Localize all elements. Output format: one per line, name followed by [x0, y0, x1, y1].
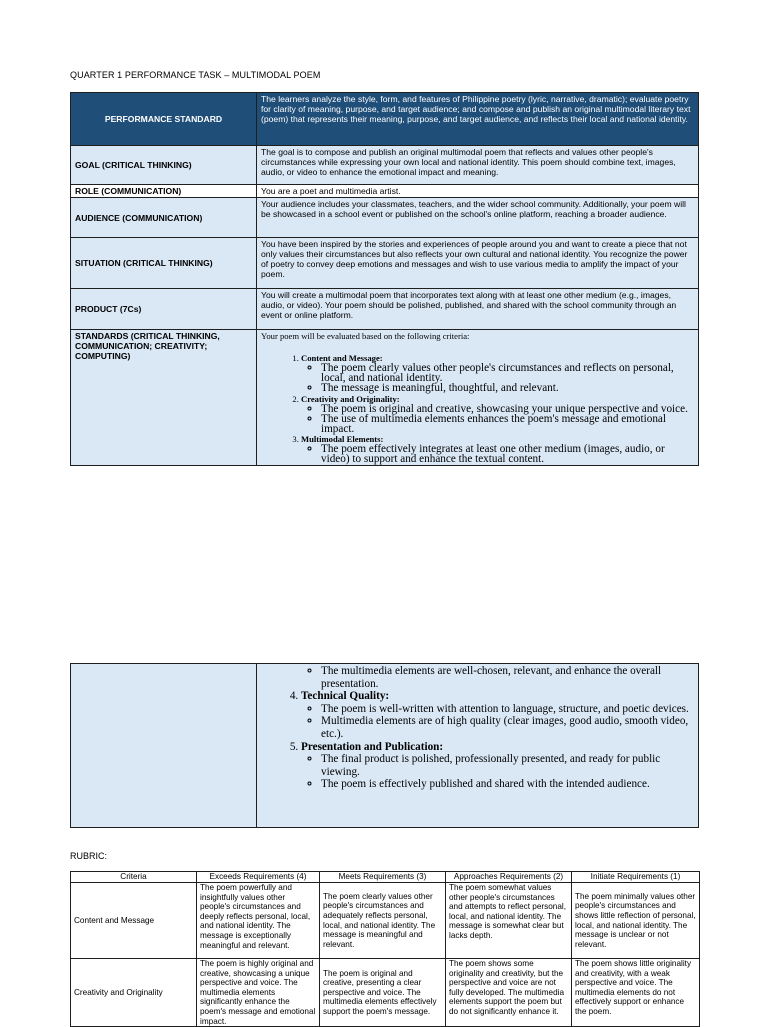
- criteria-sublist: [301, 703, 694, 741]
- standards-intro: Your poem will be evaluated based on the following criteria:: [261, 331, 470, 342]
- criteria-bullet: ◦ The poem is original and creative, showcasing your unique perspective and voice.: [321, 404, 694, 414]
- criteria-item: [301, 394, 694, 434]
- task-row-goal: [71, 146, 699, 185]
- document-title: QUARTER 1 PERFORMANCE TASK – MULTIMODAL POEM: [70, 70, 321, 80]
- task-row-text: The learners analyze the style, form, and features of Philippine poetry (lyric, narrative, dramatic); evaluate poetry for clarity of meaning, purpose, and target audience; and compose and publish an original multimodal literary text (poem) that represents their meaning, purpose, and target audience, and reflects their local and national identity.: [257, 93, 699, 146]
- criteria-title: Creativity and Originality:: [301, 393, 400, 404]
- rubric-header-row: [71, 872, 700, 883]
- empty-label-cell: [71, 664, 257, 828]
- criteria-bullet: ◦ The poem clearly values other people's circumstances and reflects on personal, local, and national identity.: [321, 363, 694, 383]
- criteria-bullet: ◦ The poem is well-written with attention to language, structure, and poetic devices.: [321, 703, 694, 716]
- rubric-criteria: Content and Message: [71, 883, 197, 959]
- criteria-sublist: [301, 753, 694, 791]
- rubric-cell: The poem minimally values other people's circumstances and shows little reflection of personal, local, and national identity. The message is unclear or not relevant.: [572, 883, 700, 959]
- rubric-cell: The poem clearly values other people's circumstances and adequately reflects personal, local, and national identity. The message is meaningful and relevant.: [320, 883, 446, 959]
- task-row-standards-continued: [71, 664, 699, 828]
- rubric-cell: The poem somewhat values other people's circumstances and attempts to reflect personal, local, and national identity. The message is somewhat clear but lacks depth.: [446, 883, 572, 959]
- criteria-item: [301, 353, 694, 393]
- rubric-cell: The poem shows little originality and creativity, with a weak perspective and voice. The multimedia elements do not effectively support or enhance the poem.: [572, 959, 700, 1027]
- standards-continued-cell: [257, 664, 699, 828]
- criteria-bullet: ◦ The poem is effectively published and shared with the intended audience.: [321, 778, 694, 791]
- task-row-label: PRODUCT (7Cs): [71, 289, 257, 330]
- task-row-text: Your audience includes your classmates, teachers, and the wider school community. Additionally, your poem will be showcased in a school event or published on the school's online platform, reaching a broader audience.: [257, 198, 699, 238]
- task-row-situation: [71, 238, 699, 289]
- criteria-list: [261, 690, 694, 791]
- criteria-bullet: ◦ The use of multimedia elements enhances the poem's message and emotional impact.: [321, 414, 694, 434]
- criteria-sublist: [301, 363, 694, 393]
- rubric-cell: The poem is original and creative, presenting a clear perspective and voice. The multimedia elements effectively support the poem's message.: [320, 959, 446, 1027]
- rubric-header-criteria: Criteria: [71, 872, 197, 883]
- task-row-product: [71, 289, 699, 330]
- task-row-label: GOAL (CRITICAL THINKING): [71, 146, 257, 185]
- rubric-row: [71, 883, 700, 959]
- rubric-cell: The poem is highly original and creative, showcasing a unique perspective and voice. The multimedia elements significantly enhance the poem's message and emotional impact.: [197, 959, 320, 1027]
- criteria-item: [301, 690, 694, 740]
- criteria-bullet: ◦ Multimedia elements are of high quality (clear images, good audio, smooth video, etc.).: [321, 715, 694, 740]
- criteria-title: Multimodal Elements:: [301, 433, 384, 444]
- rubric-criteria: Creativity and Originality: [71, 959, 197, 1027]
- criteria-item: [301, 434, 694, 464]
- task-row-text: You have been inspired by the stories and experiences of people around you and want to create a piece that not only values their circumstances but also reflects your own cultural and national identity. You recognize the power of poetry to convey deep emotions and messages and wish to use various media to amplify the impact of your poem.: [257, 238, 699, 289]
- rubric-cell: The poem shows some originality and creativity, but the perspective and voice are not fully developed. The multimedia elements support the poem but do not significantly enhance it.: [446, 959, 572, 1027]
- standards-cell: [257, 330, 699, 466]
- criteria-sublist: [261, 665, 694, 690]
- criteria-item: [301, 741, 694, 791]
- criteria-bullet: ◦ The message is meaningful, thoughtful, and relevant.: [321, 383, 694, 393]
- rubric-header-exceeds: Exceeds Requirements (4): [197, 872, 320, 883]
- performance-task-table-continued: [70, 663, 699, 828]
- criteria-title: Presentation and Publication:: [301, 740, 444, 753]
- criteria-bullet: ◦ The poem effectively integrates at least one other medium (images, audio, or video) to support and enhance the textual content.: [321, 444, 694, 464]
- performance-task-table: [70, 92, 699, 466]
- criteria-sublist: [301, 444, 694, 464]
- task-row-text: You are a poet and multimedia artist.: [257, 185, 699, 198]
- rubric-row: [71, 959, 700, 1027]
- task-row-label: SITUATION (CRITICAL THINKING): [71, 238, 257, 289]
- rubric-label: RUBRIC:: [70, 851, 108, 861]
- criteria-bullet: ◦ The final product is polished, professionally presented, and ready for public viewing.: [321, 753, 694, 778]
- rubric-header-initiate: Initiate Requirements (1): [572, 872, 700, 883]
- rubric-header-meets: Meets Requirements (3): [320, 872, 446, 883]
- criteria-title: Content and Message:: [301, 353, 383, 364]
- rubric-cell: The poem powerfully and insightfully values other people's circumstances and deeply reflects personal, local, and national identity. The message is exceptionally meaningful and relevant.: [197, 883, 320, 959]
- task-row-label: PERFORMANCE STANDARD: [71, 93, 257, 146]
- criteria-bullet: ◦ The multimedia elements are well-chosen, relevant, and enhance the overall presentation.: [321, 665, 694, 690]
- task-row-label: AUDIENCE (COMMUNICATION): [71, 198, 257, 238]
- task-row-performance-standard: [71, 93, 699, 146]
- task-row-label: STANDARDS (CRITICAL THINKING, COMMUNICATION; CREATIVITY; COMPUTING): [71, 330, 257, 466]
- task-row-role: [71, 185, 699, 198]
- rubric-header-approaches: Approaches Requirements (2): [446, 872, 572, 883]
- criteria-sublist: [301, 404, 694, 434]
- task-row-standards: [71, 330, 699, 466]
- task-row-text: You will create a multimodal poem that incorporates text along with at least one other medium (e.g., images, audio, or video). Your poem should be polished, published, and shared with the school community through an event or online platform.: [257, 289, 699, 330]
- task-row-label: ROLE (COMMUNICATION): [71, 185, 257, 198]
- rubric-table: [70, 871, 700, 1027]
- criteria-title: Technical Quality:: [301, 690, 390, 703]
- criteria-list: [261, 353, 694, 464]
- task-row-audience: [71, 198, 699, 238]
- task-row-text: The goal is to compose and publish an original multimodal poem that reflects and values other people's circumstances while expressing your own local and national identity. This poem should combine text, images, audio, or video to enhance the emotional impact and meaning.: [257, 146, 699, 185]
